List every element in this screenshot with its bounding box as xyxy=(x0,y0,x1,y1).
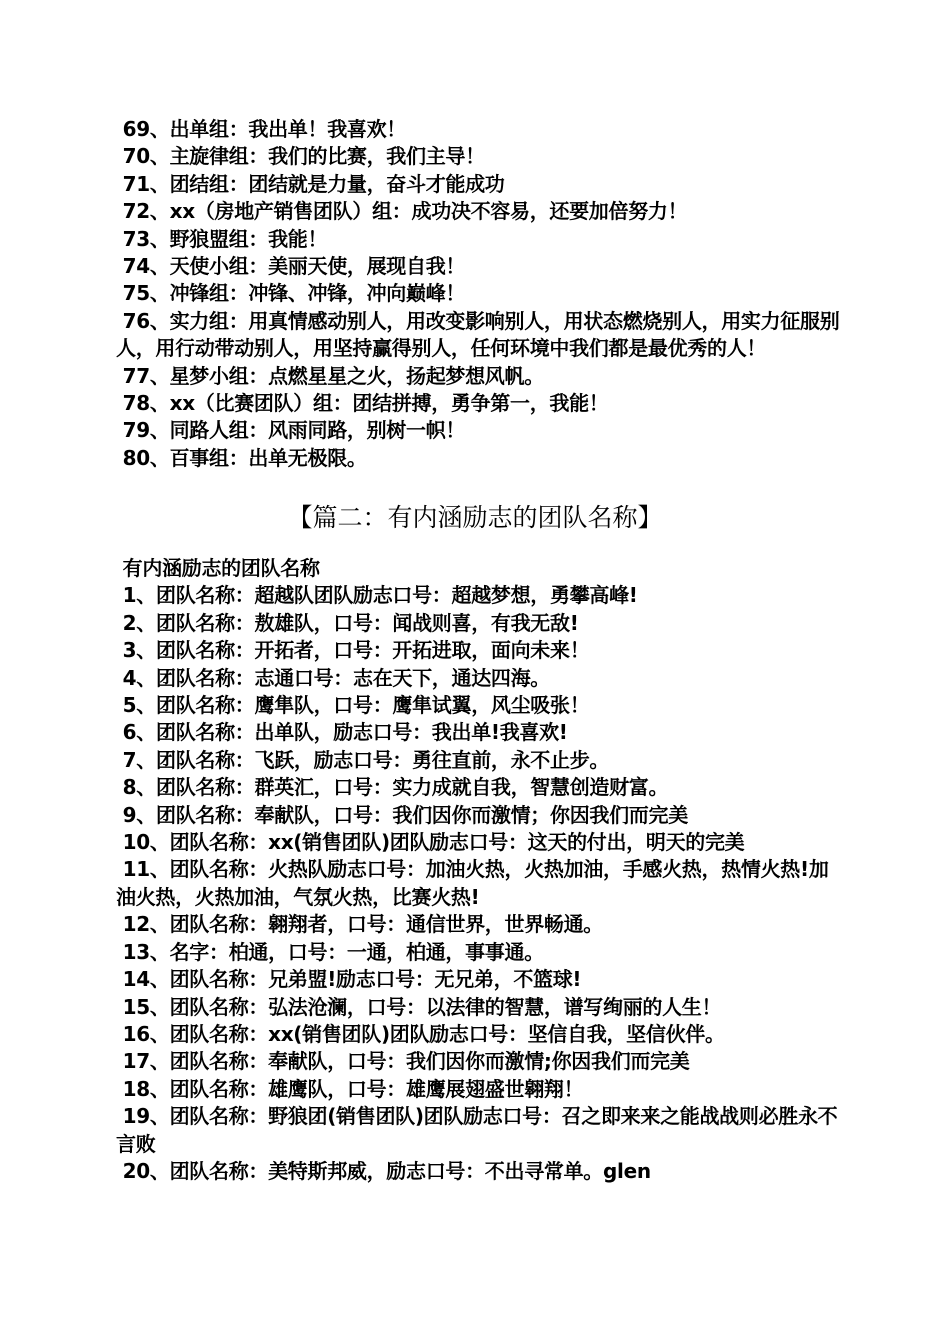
list-item: 71、团结组：团结就是力量，奋斗才能成功 xyxy=(116,171,505,196)
list-item: 73、野狼盟组：我能！ xyxy=(116,226,328,251)
list-item: 15、团队名称：弘法沧澜，口号：以法律的智慧，谱写绚丽的人生！ xyxy=(116,994,722,1019)
list-item: 7、团队名称：飞跃，励志口号：勇往直前，永不止步。 xyxy=(116,747,610,772)
list-item: 20、团队名称：美特斯邦威，励志口号：不出寻常单。glen xyxy=(116,1158,651,1183)
list-item: 3、团队名称：开拓者，口号：开拓进取，面向未来！ xyxy=(116,638,590,663)
list-item: 5、团队名称：鹰隼队，口号：鹰隼试翼，风尘吸张！ xyxy=(116,693,590,718)
list-item: 4、团队名称：志通口号：志在天下，通达四海。 xyxy=(116,665,550,690)
slogan-list-part2 xyxy=(116,555,840,1185)
list-item: 76、实力组：用真情感动别人，用改变影响别人，用状态燃烧别人，用实力征服别人，用行动带动别人，用坚持赢得别人，任何环境中我们都是最优秀的人！ xyxy=(116,308,840,361)
list-item: 9、团队名称：奉献队，口号：我们因你而激情；你因我们而完美 xyxy=(116,802,688,827)
list-item: 12、团队名称：翱翔者，口号：通信世界，世界畅通。 xyxy=(116,912,604,937)
list-item: 69、出单组：我出单！我喜欢！ xyxy=(116,117,407,141)
subsection-title: 有内涵励志的团队名称 xyxy=(116,556,320,580)
list-item: 78、xx（比赛团队）组：团结拼搏，勇争第一，我能！ xyxy=(116,391,609,416)
list-item: 11、团队名称：火热队励志口号：加油火热，火热加油，手感火热，热情火热!加油火热，火热加油，气氛火热，比赛火热! xyxy=(116,857,829,909)
list-item: 10、团队名称：xx(销售团队)团队励志口号：这天的付出，明天的完美 xyxy=(116,830,745,855)
section-heading: 【篇二：有内涵励志的团队名称】 xyxy=(287,503,663,532)
list-item: 17、团队名称：奉献队，口号：我们因你而激情;你因我们而完美 xyxy=(116,1049,690,1074)
list-item: 18、团队名称：雄鹰队，口号：雄鹰展翅盛世翱翔！ xyxy=(116,1076,584,1101)
list-item: 74、天使小组：美丽天使，展现自我！ xyxy=(116,254,466,279)
list-item: 79、同路人组：风雨同路，别树一帜！ xyxy=(116,418,466,443)
list-item: 70、主旋律组：我们的比赛，我们主导！ xyxy=(116,144,485,169)
slogan-list-part1 xyxy=(116,116,840,472)
list-item: 6、团队名称：出单队，励志口号：我出单!我喜欢! xyxy=(116,720,568,745)
list-item: 72、xx（房地产销售团队）组：成功决不容易，还要加倍努力！ xyxy=(116,199,688,224)
list-item: 13、名字：柏通，口号：一通，柏通，事事通。 xyxy=(116,939,544,964)
list-item: 14、团队名称：兄弟盟!励志口号：无兄弟，不篮球! xyxy=(116,967,582,992)
list-item: 75、冲锋组：冲锋、冲锋，冲向巅峰！ xyxy=(116,281,466,306)
list-item: 2、团队名称：敖雄队，口号：闻战则喜，有我无敌! xyxy=(116,610,579,635)
list-item: 19、团队名称：野狼团(销售团队)团队励志口号：召之即来来之能战战则必胜永不言败 xyxy=(116,1104,838,1156)
list-item: 77、星梦小组：点燃星星之火，扬起梦想风帆。 xyxy=(116,363,544,388)
list-item: 8、团队名称：群英汇，口号：实力成就自我，智慧创造财富。 xyxy=(116,775,669,800)
list-item: 16、团队名称：xx(销售团队)团队励志口号：坚信自我，坚信伙伴。 xyxy=(116,1021,725,1046)
list-item: 80、百事组：出单无极限。 xyxy=(116,445,367,470)
list-item: 1、团队名称：超越队团队励志口号：超越梦想，勇攀高峰! xyxy=(116,583,638,608)
